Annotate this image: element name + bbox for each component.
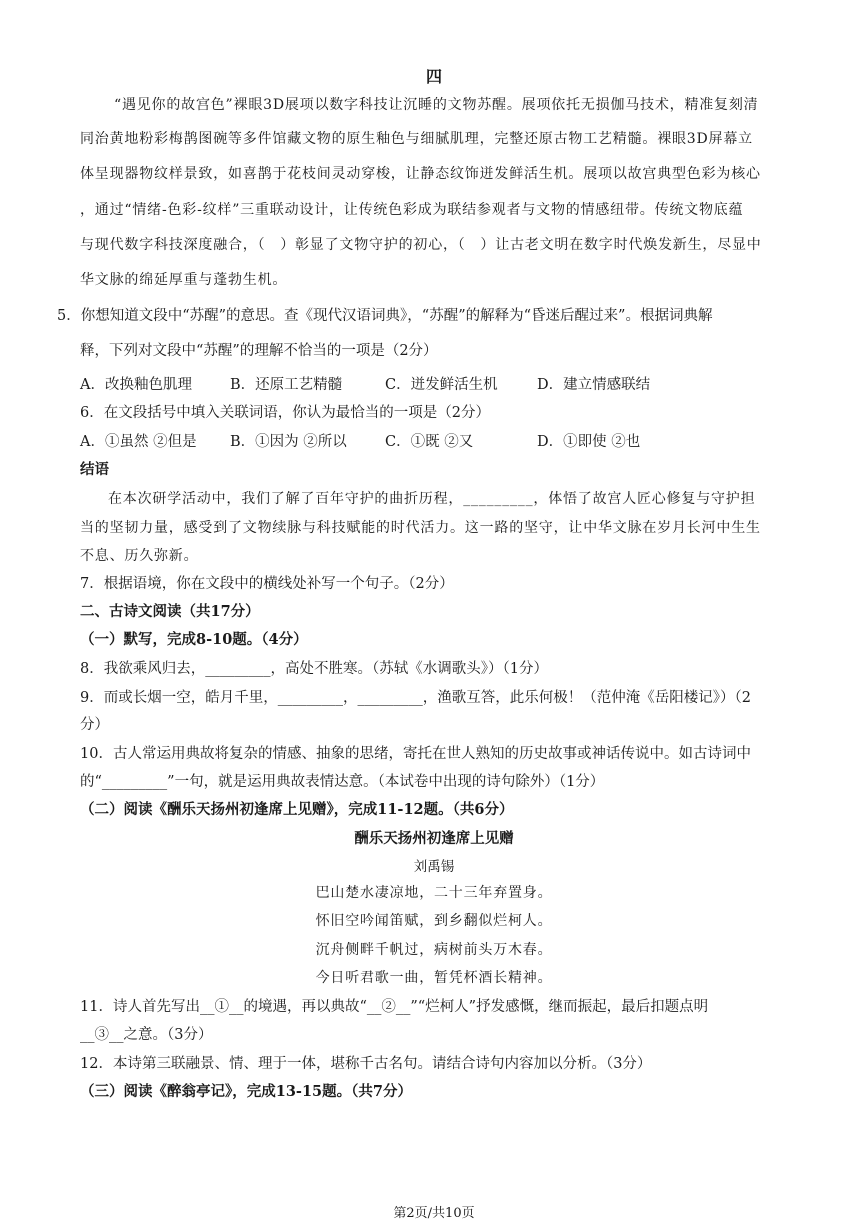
poem-line: 巴山楚水凄凉地，二十三年弃置身。: [315, 885, 553, 901]
paragraph-line: 与现代数字科技深度融合，（ ）彰显了文物守护的初心，（ ）让古老文明在数字时代焕发新生，尽显中: [80, 237, 762, 253]
question-12-text: 12．本诗第三联融景、情、理于一体，堪称千古名句。请结合诗句内容加以分析。（3分）: [80, 1056, 652, 1072]
question-6-text: 6．在文段括号中填入关联词语，你认为最恰当的一项是（2分）: [80, 405, 490, 421]
question-10-text: 的“_________”一句，就是运用典故表情达意。（本试卷中出现的诗句除外）（1分）: [80, 774, 605, 790]
question-11-text: 11．诗人首先写出__①__的境遇，再以典故“__②__”“烂柯人”抒发感慨，继而振起，最后扣题点明: [80, 999, 709, 1015]
option-b: B．①因为 ②所以: [230, 434, 347, 450]
question-10-text: 10．古人常运用典故将复杂的情感、抽象的思绪，寄托在世人熟知的历史故事或神话传说中。如古诗词中: [80, 746, 751, 762]
option-b: B．还原工艺精髓: [230, 377, 343, 393]
section-heading: 四: [425, 67, 442, 86]
paragraph-line: “遇见你的故宫色”裸眼3D展项以数字科技让沉睡的文物苏醒。展项依托无损伽马技术，精准复刻清: [114, 97, 759, 113]
option-a: A．①虽然 ②但是: [80, 434, 197, 450]
poem-title: 酬乐天扬州初逢席上见赠: [354, 830, 514, 847]
question-5-text: 5．你想知道文段中“苏醒”的意思。查《现代汉语词典》，“苏醒”的解释为“昏迷后醒过来”。根据词典解: [57, 308, 713, 324]
question-9-text: 分）: [80, 717, 109, 733]
paragraph-line: 同治黄地粉彩梅鹊图碗等多件馆藏文物的原生釉色与细腻肌理，完整还原古物工艺精髓。裸眼3D屏幕立: [80, 131, 753, 147]
paragraph-line: 在本次研学活动中，我们了解了百年守护的曲折历程，_________，体悟了故宫人匠心修复与守护担: [108, 491, 756, 507]
page-footer: 第2页/共10页: [393, 1206, 475, 1221]
question-8-text: 8．我欲乘风归去，_________，高处不胜寒。（苏轼《水调歌头》）（1分）: [80, 661, 548, 677]
paragraph-line: ，通过“情绪-色彩-纹样”三重联动设计，让传统色彩成为联结参观者与文物的情感纽带。传统文物底蕴: [80, 202, 744, 218]
question-11-text: __③__之意。（3分）: [80, 1027, 213, 1043]
option-d: D．①即使 ②也: [537, 434, 641, 450]
question-5-text: 释，下列对文段中“苏醒”的理解不恰当的一项是（2分）: [80, 343, 438, 359]
subsection-heading: （一）默写，完成8-10题。（4分）: [80, 631, 308, 648]
subsection-heading: （三）阅读《醉翁亭记》，完成13-15题。（共7分）: [80, 1083, 412, 1100]
option-d: D．建立情感联结: [537, 377, 651, 393]
question-7-text: 7．根据语境，你在文段中的横线处补写一个句子。（2分）: [80, 576, 454, 592]
part-2-heading: 二、古诗文阅读（共17分）: [80, 603, 260, 620]
paragraph-line: 不息、历久弥新。: [80, 548, 199, 564]
paragraph-line: 当的坚韧力量，感受到了文物续脉与科技赋能的时代活力。这一路的坚守，让中华文脉在岁月长河中生生: [80, 520, 761, 536]
poem-line: 沉舟侧畔千帆过，病树前头万木春。: [315, 942, 553, 958]
option-c: C．迸发鲜活生机: [385, 377, 498, 393]
paragraph-line: 体呈现器物纹样景致，如喜鹊于花枝间灵动穿梭，让静态纹饰迸发鲜活生机。展项以故宫典型色彩为核心: [80, 166, 761, 182]
subsection-heading: （二）阅读《酬乐天扬州初逢席上见赠》，完成11-12题。（共6分）: [80, 801, 514, 818]
paragraph-line: 华文脉的绵延厚重与蓬勃生机。: [80, 272, 288, 288]
option-c: C．①既 ②又: [385, 434, 474, 450]
conclusion-heading: 结语: [80, 461, 109, 478]
poem-line: 怀旧空吟闻笛赋，到乡翻似烂柯人。: [315, 913, 553, 929]
option-a: A．改换釉色肌理: [80, 377, 192, 393]
question-9-text: 9．而或长烟一空，皓月千里，_________，_________，渔歌互答，此乐何极！（范仲淹《岳阳楼记》）（2: [80, 690, 751, 706]
poem-line: 今日听君歌一曲，暂凭杯酒长精神。: [315, 970, 553, 986]
poem-author: 刘禹锡: [413, 859, 455, 875]
